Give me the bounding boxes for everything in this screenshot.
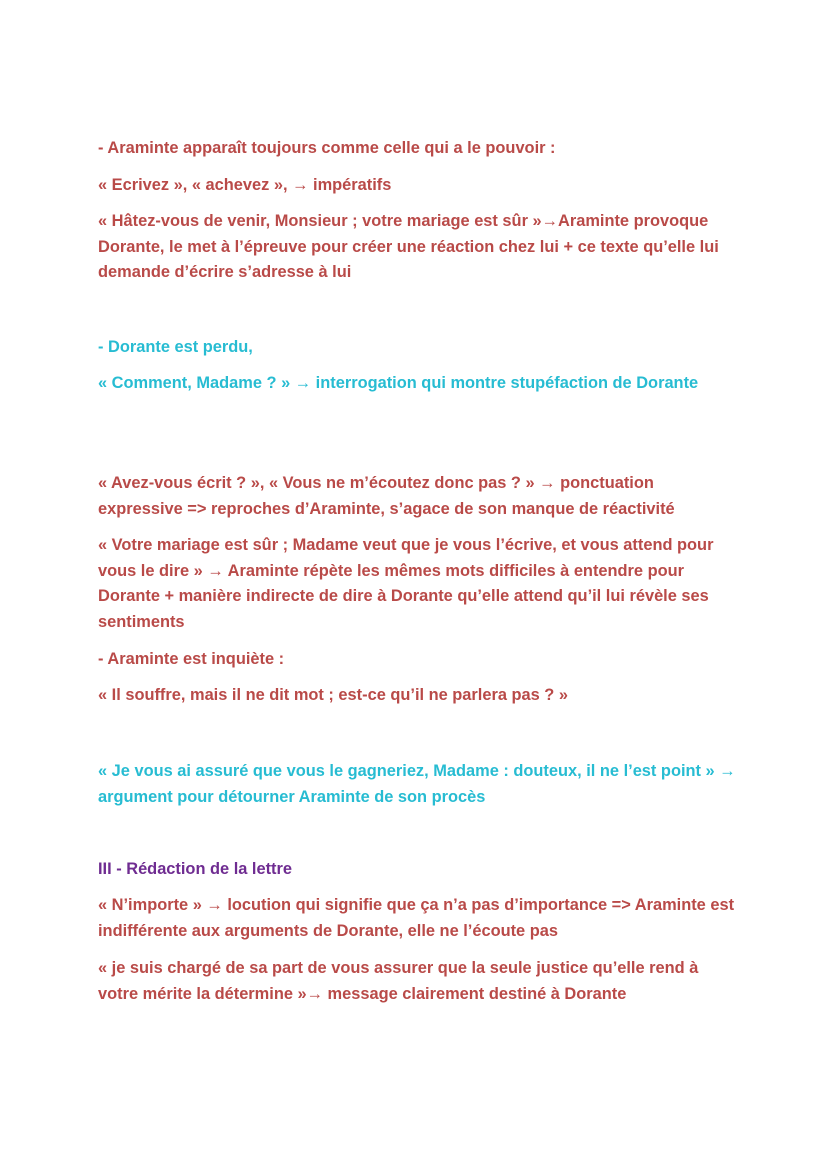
point-araminte-pouvoir: - Araminte apparaît toujours comme celle qui a le pouvoir : [98, 139, 556, 157]
quote-avez-vous-ecrit: « Avez-vous écrit ? », « Vous ne m’écoutez donc pas ? » → ponctuation expressive => reproches d’Araminte, s’agace de son manque de réactivité [98, 474, 675, 518]
quote-hatez-vous: « Hâtez-vous de venir, Monsieur ; votre mariage est sûr »→Araminte provoque Dorante, le met à l’épreuve pour créer une réaction chez lui + ce texte qu’elle lui demande d’écrire s’adresse à lui [98, 212, 719, 281]
quote-je-suis-charge: « je suis chargé de sa part de vous assurer que la seule justice qu’elle rend à votre mérite la détermine »→ message clairement destiné à Dorante [98, 959, 699, 1003]
point-dorante-perdu: - Dorante est perdu, [98, 338, 253, 356]
quote-n-importe: « N’importe » → locution qui signifie que ça n’a pas d’importance => Araminte est indifférente aux arguments de Dorante, elle ne l’écoute pas [98, 896, 735, 940]
quote-votre-mariage: « Votre mariage est sûr ; Madame veut que je vous l’écrive, et vous attend pour vous le dire » → Araminte répète les mêmes mots difficiles à entendre pour Dorante + manière indirecte de dire à Dorante qu’elle attend qu’il lui révèle ses sentiments [98, 536, 714, 631]
quote-comment-madame: « Comment, Madame ? » → interrogation qui montre stupéfaction de Dorante [98, 374, 699, 392]
point-araminte-inquiete: - Araminte est inquiète : [98, 650, 285, 668]
quote-je-vous-ai-assure: « Je vous ai assuré que vous le gagneriez, Madame : douteux, il ne l’est point » → argument pour détourner Araminte de son procès [98, 762, 736, 806]
quote-imperatifs: « Ecrivez », « achevez », → impératifs [98, 176, 392, 194]
section-heading-redaction: III - Rédaction de la lettre [98, 860, 292, 878]
quote-il-souffre: « Il souffre, mais il ne dit mot ; est-ce qu’il ne parlera pas ? » [98, 686, 568, 704]
